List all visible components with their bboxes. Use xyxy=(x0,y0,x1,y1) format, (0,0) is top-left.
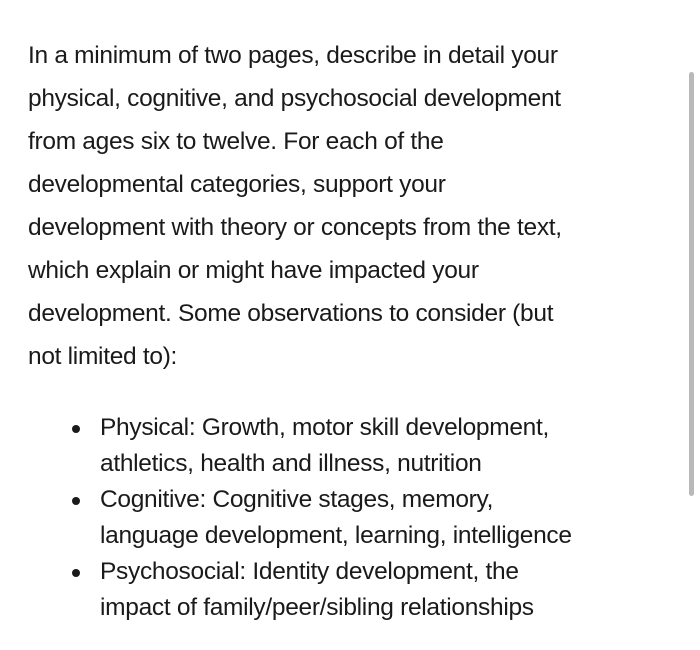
bullet-icon xyxy=(72,425,80,433)
instruction-line: physical, cognitive, and psychosocial development xyxy=(28,85,561,112)
observation-line: language development, learning, intelligence xyxy=(100,522,572,549)
observation-psychosocial xyxy=(100,554,676,626)
instruction-line: developmental categories, support your xyxy=(28,171,446,198)
observation-line: athletics, health and illness, nutrition xyxy=(100,450,482,477)
instruction-line: development with theory or concepts from the text, xyxy=(28,214,562,241)
instruction-line: In a minimum of two pages, describe in detail your xyxy=(28,42,558,69)
bullet-icon xyxy=(72,569,80,577)
instruction-line: development. Some observations to consider (but xyxy=(28,300,554,327)
observation-line: Physical: Growth, motor skill development, xyxy=(100,414,549,441)
bullet-icon xyxy=(72,497,80,505)
instruction-line: not limited to): xyxy=(28,343,178,370)
scrollbar-thumb[interactable] xyxy=(689,72,694,496)
instruction-line: which explain or might have impacted your xyxy=(28,257,479,284)
observation-physical xyxy=(100,410,676,482)
instruction-line: from ages six to twelve. For each of the xyxy=(28,128,444,155)
observation-line: Cognitive: Cognitive stages, memory, xyxy=(100,486,494,513)
observation-line: Psychosocial: Identity development, the xyxy=(100,558,519,585)
document-body xyxy=(28,34,676,626)
vertical-scrollbar[interactable] xyxy=(689,72,694,496)
observation-line: impact of family/peer/sibling relationships xyxy=(100,594,534,621)
observation-list xyxy=(28,410,676,626)
assignment-instructions xyxy=(28,34,676,378)
observation-cognitive xyxy=(100,482,676,554)
